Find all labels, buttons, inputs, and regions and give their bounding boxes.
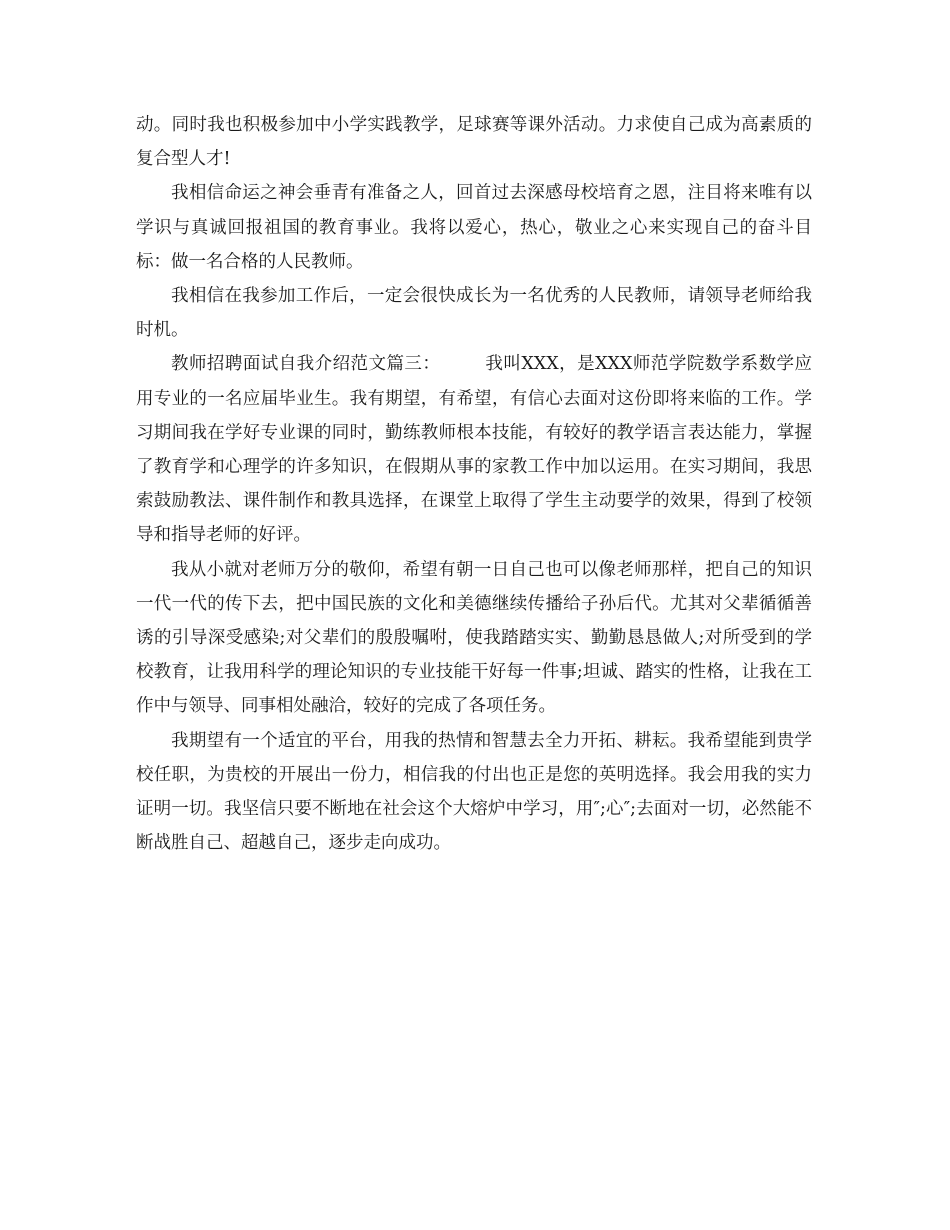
paragraph-continuation: 动。同时我也积极参加中小学实践教学，足球赛等课外活动。力求使自己成为高素质的复合型人才! (136, 115, 812, 170)
paragraph: 我相信在我参加工作后，一定会很快成长为一名优秀的人民教师，请领导老师给我时机。 (136, 286, 812, 341)
paragraph-section-three: 教师招聘面试自我介绍范文篇三： 我叫XXX，是XXX师范学院数学系数学应用专业的一名应届毕业生。我有期望，有希望，有信心去面对这份即将来临的工作。学习期间我在学好专业课的同时，勤练教师根本技能，有较好的教学语言表达能力，掌握了教育学和心理学的许多知识，在假期从事的家教工作中加以运用。在实习期间，我思索鼓励教法、课件制作和教具选择，在课堂上取得了学生主动要学的效果，得到了校领导和指导老师的好评。 (136, 354, 812, 546)
document-body (136, 108, 812, 860)
paragraph: 我期望有一个适宜的平台，用我的热情和智慧去全力开拓、耕耘。我希望能到贵学校任职，为贵校的开展出一份力，相信我的付出也正是您的英明选择。我会用我的实力证明一切。我坚信只要不断地在社会这个大熔炉中学习，用″;心″;去面对一切，必然能不断战胜自己、超越自己，逐步走向成功。 (136, 730, 812, 854)
paragraph: 我从小就对老师万分的敬仰，希望有朝一日自己也可以像老师那样，把自己的知识一代一代的传下去，把中国民族的文化和美德继续传播给子孙后代。尤其对父辈循循善诱的引导深受感染;对父辈们的殷殷嘱咐，使我踏踏实实、勤勤恳恳做人;对所受到的学校教育，让我用科学的理论知识的专业技能干好每一件事;坦诚、踏实的性格，让我在工作中与领导、同事相处融洽，较好的完成了各项任务。 (136, 559, 812, 717)
paragraph: 我相信命运之神会垂青有准备之人，回首过去深感母校培育之恩，注目将来唯有以学识与真诚回报祖国的教育事业。我将以爱心，热心，敬业之心来实现自己的奋斗目标：做一名合格的人民教师。 (136, 183, 812, 272)
